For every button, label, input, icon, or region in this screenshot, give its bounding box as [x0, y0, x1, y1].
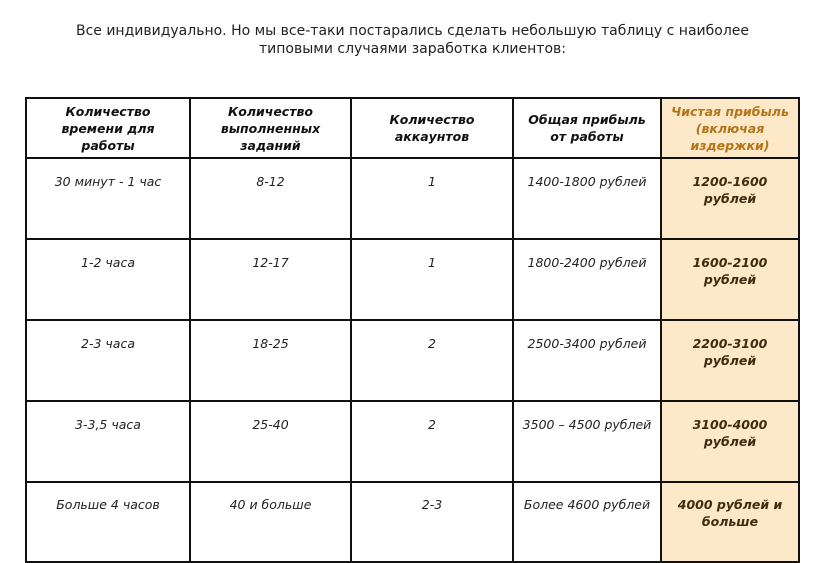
header-total-profit: Общая прибыль от работы — [513, 98, 661, 158]
cell-tasks: 8-12 — [190, 158, 351, 239]
cell-total-profit: Более 4600 рублей — [513, 482, 661, 562]
intro-text — [0, 22, 825, 58]
intro-line-1: Все индивидуально. Но мы все-таки постарались сделать небольшую таблицу с наиболее — [75, 23, 750, 39]
cell-total-profit: 1400-1800 рублей — [513, 158, 661, 239]
header-tasks: Количество выполненных заданий — [190, 98, 351, 158]
cell-tasks: 12-17 — [190, 239, 351, 320]
cell-time: Больше 4 часов — [26, 482, 190, 562]
intro-line-2: типовыми случаями заработка клиентов: — [259, 41, 566, 57]
cell-time: 1-2 часа — [26, 239, 190, 320]
cell-total-profit: 3500 – 4500 рублей — [513, 401, 661, 482]
cell-accounts: 1 — [351, 158, 513, 239]
cell-net-profit: 2200-3100 рублей — [661, 320, 799, 401]
header-net-profit: Чистая прибыль (включая издержки) — [661, 98, 799, 158]
earnings-table — [25, 97, 800, 563]
cell-time: 30 минут - 1 час — [26, 158, 190, 239]
table-header-row — [26, 98, 799, 158]
header-time: Количество времени для работы — [26, 98, 190, 158]
cell-tasks: 25-40 — [190, 401, 351, 482]
cell-time: 3-3,5 часа — [26, 401, 190, 482]
cell-accounts: 2 — [351, 401, 513, 482]
table-row — [26, 158, 799, 239]
table-row — [26, 482, 799, 562]
cell-accounts: 2-3 — [351, 482, 513, 562]
table-row — [26, 320, 799, 401]
header-accounts: Количество аккаунтов — [351, 98, 513, 158]
cell-net-profit: 1200-1600 рублей — [661, 158, 799, 239]
cell-tasks: 40 и больше — [190, 482, 351, 562]
cell-net-profit: 3100-4000 рублей — [661, 401, 799, 482]
cell-total-profit: 2500-3400 рублей — [513, 320, 661, 401]
cell-net-profit: 4000 рублей и больше — [661, 482, 799, 562]
cell-total-profit: 1800-2400 рублей — [513, 239, 661, 320]
cell-accounts: 2 — [351, 320, 513, 401]
table-row — [26, 239, 799, 320]
cell-time: 2-3 часа — [26, 320, 190, 401]
cell-tasks: 18-25 — [190, 320, 351, 401]
table-row — [26, 401, 799, 482]
cell-net-profit: 1600-2100 рублей — [661, 239, 799, 320]
cell-accounts: 1 — [351, 239, 513, 320]
